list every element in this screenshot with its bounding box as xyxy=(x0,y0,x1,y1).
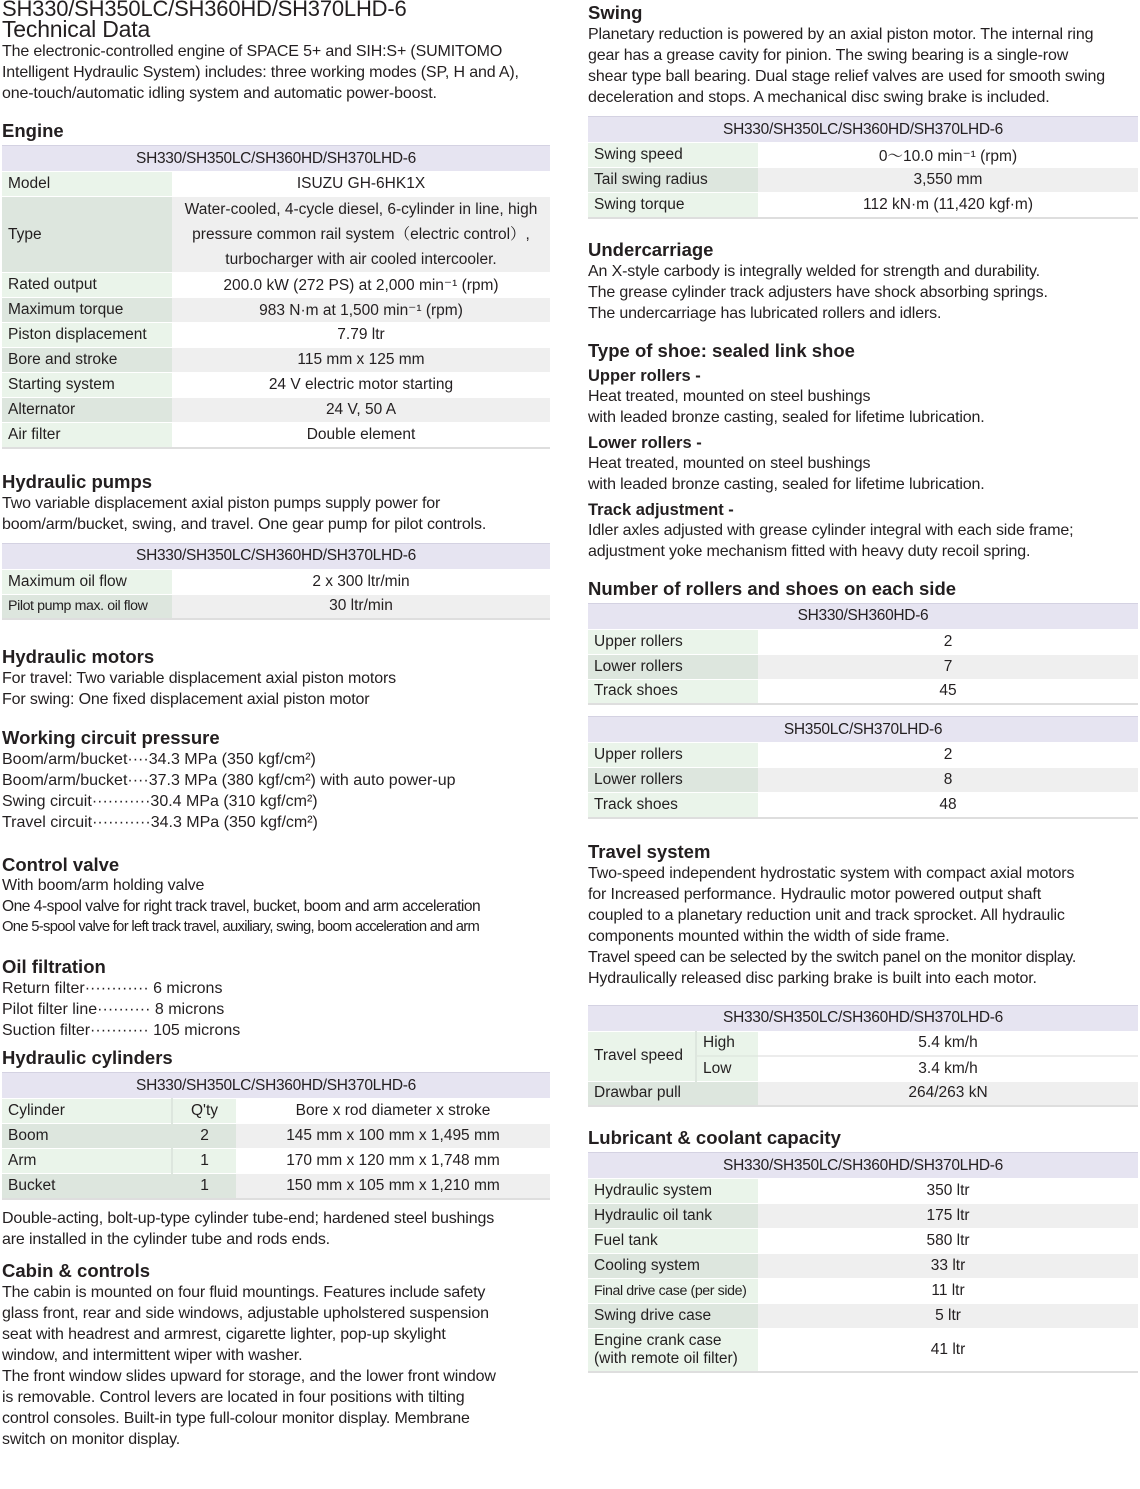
section-heading: Type of shoe: sealed link shoe xyxy=(588,339,855,361)
pressure-row xyxy=(2,791,550,812)
engine-section xyxy=(2,120,550,449)
table-row xyxy=(588,768,1138,793)
row-label: Rated output xyxy=(2,273,172,298)
section-heading: Hydraulic motors xyxy=(2,646,155,667)
title-models: SH330/SH350LC/SH360HD/SH370LHD-6 xyxy=(2,0,407,21)
row-label: Drawbar pull xyxy=(588,1081,758,1106)
table-row xyxy=(2,569,550,594)
sub-label: High xyxy=(696,1031,758,1056)
paragraph-line: The front window slides upward for storage, and the lower front window xyxy=(2,1367,496,1385)
paragraph-line: adjustment yoke mechanism fitted with heavy duty recoil spring. xyxy=(588,542,1031,560)
row-label: Bore and stroke xyxy=(2,348,172,373)
row-value: 200.0 kW (272 PS) at 2,000 min⁻¹ (rpm) xyxy=(172,273,550,298)
row-value: 3.4 km/h xyxy=(758,1056,1138,1081)
row-value: 0〜10.0 min⁻¹ (rpm) xyxy=(758,143,1138,168)
row-value: 2 xyxy=(758,629,1138,654)
row-value: 175 ltr xyxy=(758,1204,1138,1229)
row-value: 8 xyxy=(758,768,1138,793)
table-row xyxy=(2,1124,550,1149)
value-line: Water-cooled, 4-cycle diesel, 6-cylinder in line, high xyxy=(184,201,538,218)
rollers-table-sh330 xyxy=(588,603,1138,706)
filter-row xyxy=(2,1020,550,1041)
table-row xyxy=(588,1279,1138,1304)
lubricant-table xyxy=(588,1152,1138,1373)
cylinder-name: Arm xyxy=(2,1149,172,1174)
hydraulic-pumps-table xyxy=(2,543,550,621)
table-row xyxy=(2,398,550,423)
row-value: 2 x 300 ltr/min xyxy=(172,569,550,594)
row-label: Track shoes xyxy=(588,793,758,818)
row-value: 45 xyxy=(758,679,1138,704)
paragraph-line: For travel: Two variable displacement axial piston motors xyxy=(2,670,396,687)
section-heading: Control valve xyxy=(2,854,120,875)
table-row xyxy=(2,423,550,448)
cabin-controls-section xyxy=(2,1260,550,1450)
paragraph-line: boom/arm/bucket, swing, and travel. One gear pump for pilot controls. xyxy=(2,515,487,533)
rollers-table-sh350lc xyxy=(588,716,1138,819)
subheading: Lower rollers - xyxy=(588,433,702,452)
label-line: Engine crank case xyxy=(594,1332,722,1349)
lubricant-section xyxy=(588,1127,1138,1373)
undercarriage-section xyxy=(588,239,1138,324)
dot-leader: ···· xyxy=(127,772,149,789)
section-heading: Undercarriage xyxy=(588,238,714,260)
dot-leader: ··········· xyxy=(91,793,151,810)
pressure-row xyxy=(2,749,550,770)
paragraph-line: One 5-spool valve for left track travel, auxiliary, swing, boom acceleration and arm xyxy=(2,919,480,935)
table-header: SH330/SH350LC/SH360HD/SH370LHD-6 xyxy=(2,146,550,172)
rollers-section xyxy=(588,578,1138,819)
table-row xyxy=(2,348,550,373)
dot-leader: ···· xyxy=(127,751,149,768)
paragraph-line: With boom/arm holding valve xyxy=(2,877,205,894)
paragraph-line: Heat treated, mounted on steel bushings xyxy=(588,387,871,405)
hydraulic-pumps-section xyxy=(2,471,550,621)
row-value: 580 ltr xyxy=(758,1229,1138,1254)
table-header: SH330/SH350LC/SH360HD/SH370LHD-6 xyxy=(2,1073,550,1099)
row-label: Lower rollers xyxy=(588,768,758,793)
table-row xyxy=(588,743,1138,768)
cylinder-name: Boom xyxy=(2,1124,172,1149)
table-row xyxy=(588,1031,1138,1056)
row-label: Track shoes xyxy=(588,679,758,704)
table-header: SH330/SH350LC/SH360HD/SH370LHD-6 xyxy=(588,117,1138,143)
row-label: Tail swing radius xyxy=(588,168,758,193)
table-row xyxy=(588,143,1138,168)
table-row xyxy=(588,1254,1138,1279)
row-label: Maximum oil flow xyxy=(2,569,172,594)
pressure-row xyxy=(2,770,550,791)
row-value: 48 xyxy=(758,793,1138,818)
cylinder-note xyxy=(2,1208,550,1250)
row-label: Alternator xyxy=(2,398,172,423)
column-header: Q'ty xyxy=(172,1099,236,1124)
column-header: Cylinder xyxy=(2,1099,172,1124)
table-header: SH330/SH350LC/SH360HD/SH370LHD-6 xyxy=(588,1005,1138,1031)
row-label: Maximum torque xyxy=(2,298,172,323)
row-label xyxy=(588,1329,758,1373)
table-row xyxy=(588,168,1138,193)
pressure-value: 37.3 MPa (380 kgf/cm²) with auto power-up xyxy=(148,772,456,789)
paragraph-line: Planetary reduction is powered by an axial piston motor. The internal ring xyxy=(588,26,1094,43)
table-row xyxy=(588,679,1138,704)
filter-label: Suction filter xyxy=(2,1022,91,1039)
table-header: SH350LC/SH370LHD-6 xyxy=(588,717,1138,743)
filter-row xyxy=(2,978,550,999)
paragraph-line: switch on monitor display. xyxy=(2,1430,181,1448)
intro-line: one-touch/automatic idling system and automatic power-boost. xyxy=(2,85,437,102)
row-value: ISUZU GH-6HK1X xyxy=(172,172,550,197)
row-label: Pilot pump max. oil flow xyxy=(2,594,172,619)
table-row xyxy=(588,1329,1138,1373)
row-value: 115 mm x 125 mm xyxy=(172,348,550,373)
row-label: Lower rollers xyxy=(588,654,758,679)
right-column xyxy=(588,0,1138,1373)
table-row xyxy=(2,298,550,323)
table-row xyxy=(588,793,1138,818)
cylinder-dims: 150 mm x 105 mm x 1,210 mm xyxy=(236,1174,550,1199)
hydraulic-motors-section xyxy=(2,646,550,710)
filter-value: 105 microns xyxy=(148,1022,241,1039)
pressure-label: Boom/arm/bucket xyxy=(2,751,128,768)
row-value: 7 xyxy=(758,654,1138,679)
row-label: Fuel tank xyxy=(588,1229,758,1254)
cylinder-qty: 2 xyxy=(172,1124,236,1149)
paragraph-line: for Increased performance. Hydraulic motor powered output shaft xyxy=(588,885,1042,903)
paragraph-line: The grease cylinder track adjusters have shock absorbing springs. xyxy=(588,283,1048,301)
filter-label: Return filter xyxy=(2,980,85,997)
paragraph-line: components mounted within the width of side frame. xyxy=(588,927,950,945)
paragraph-line: shear type ball bearing. Dual stage relief valves are used for smooth swing xyxy=(588,68,1106,85)
row-value: 11 ltr xyxy=(758,1279,1138,1304)
swing-section xyxy=(588,0,1138,219)
cylinder-dims: 145 mm x 100 mm x 1,495 mm xyxy=(236,1124,550,1149)
value-line: pressure common rail system（electric control）, xyxy=(192,226,530,243)
column-header-row xyxy=(2,1099,550,1124)
row-value: 264/263 kN xyxy=(758,1081,1138,1106)
table-row xyxy=(2,172,550,197)
section-heading: Swing xyxy=(588,2,643,23)
table-row xyxy=(2,197,550,273)
row-value: Double element xyxy=(172,423,550,448)
row-value: 5.4 km/h xyxy=(758,1031,1138,1056)
section-heading: Oil filtration xyxy=(2,956,106,977)
row-label: Swing torque xyxy=(588,193,758,218)
travel-system-section xyxy=(588,841,1138,1108)
dot-leader: ·········· xyxy=(97,1001,151,1018)
paragraph-line: are installed in the cylinder tube and rods ends. xyxy=(2,1230,330,1248)
cylinder-qty: 1 xyxy=(172,1149,236,1174)
paragraph-line: Two variable displacement axial piston pumps supply power for xyxy=(2,494,441,512)
paragraph-line: with leaded bronze casting, sealed for lifetime lubrication. xyxy=(588,475,985,493)
shoe-section xyxy=(588,340,1138,562)
paragraph-line: is removable. Control levers are located in four positions with tilting xyxy=(2,1388,465,1406)
row-value: 33 ltr xyxy=(758,1254,1138,1279)
table-header: SH330/SH360HD-6 xyxy=(588,603,1138,629)
table-row xyxy=(2,273,550,298)
row-value: 3,550 mm xyxy=(758,168,1138,193)
intro-paragraph xyxy=(2,41,550,104)
table-row xyxy=(2,323,550,348)
paragraph-line: Hydraulically released disc parking brake is built into each motor. xyxy=(588,969,1037,987)
row-value: 112 kN·m (11,420 kgf·m) xyxy=(758,193,1138,218)
hydraulic-cylinders-section xyxy=(2,1047,550,1250)
row-label: Type xyxy=(2,197,172,273)
section-heading: Engine xyxy=(2,120,64,141)
section-heading: Lubricant & coolant capacity xyxy=(588,1127,841,1148)
label-line: (with remote oil filter) xyxy=(594,1350,738,1367)
section-heading: Hydraulic pumps xyxy=(2,470,153,492)
row-label: Hydraulic system xyxy=(588,1179,758,1204)
table-row xyxy=(2,1174,550,1199)
filter-label: Pilot filter line xyxy=(2,1001,98,1018)
column-header: Bore x rod diameter x stroke xyxy=(236,1099,550,1124)
table-header: SH330/SH350LC/SH360HD/SH370LHD-6 xyxy=(588,1153,1138,1179)
pressure-value: 34.3 MPa (350 kgf/cm²) xyxy=(150,814,318,831)
table-header: SH330/SH350LC/SH360HD/SH370LHD-6 xyxy=(2,543,550,569)
paragraph-line: control consoles. Built-in type full-colour monitor display. Membrane xyxy=(2,1409,470,1427)
row-label: Upper rollers xyxy=(588,743,758,768)
control-valve-section xyxy=(2,855,550,938)
row-value: 7.79 ltr xyxy=(172,323,550,348)
row-value: 30 ltr/min xyxy=(172,594,550,619)
row-label: Travel speed xyxy=(588,1031,696,1081)
paragraph-line: with leaded bronze casting, sealed for lifetime lubrication. xyxy=(588,408,985,426)
pressure-label: Travel circuit xyxy=(2,814,93,831)
dot-leader: ··········· xyxy=(92,814,151,831)
paragraph-line: The undercarriage has lubricated rollers and idlers. xyxy=(588,304,942,322)
row-label: Swing speed xyxy=(588,143,758,168)
paragraph-line: For swing: One fixed displacement axial piston motor xyxy=(2,691,370,708)
row-value: 2 xyxy=(758,743,1138,768)
travel-system-table xyxy=(588,1005,1138,1108)
row-value: 350 ltr xyxy=(758,1179,1138,1204)
table-row xyxy=(588,1229,1138,1254)
row-label: Cooling system xyxy=(588,1254,758,1279)
paragraph-line: window, and intermittent wiper with washer. xyxy=(2,1346,303,1364)
row-label: Upper rollers xyxy=(588,629,758,654)
dot-leader: ············ xyxy=(84,980,149,997)
row-label: Air filter xyxy=(2,423,172,448)
paragraph-line: The cabin is mounted on four fluid mountings. Features include safety xyxy=(2,1283,486,1301)
section-heading: Hydraulic cylinders xyxy=(2,1047,173,1068)
row-value: 24 V electric motor starting xyxy=(172,373,550,398)
cylinder-dims: 170 mm x 120 mm x 1,748 mm xyxy=(236,1149,550,1174)
filter-value: 6 microns xyxy=(148,980,223,997)
row-label: Piston displacement xyxy=(2,323,172,348)
table-row xyxy=(588,654,1138,679)
table-row xyxy=(588,629,1138,654)
paragraph-line: Double-acting, bolt-up-type cylinder tube-end; hardened steel bushings xyxy=(2,1209,495,1227)
document-title xyxy=(2,0,550,40)
row-label: Model xyxy=(2,172,172,197)
table-row xyxy=(588,1081,1138,1106)
table-row xyxy=(2,1149,550,1174)
section-heading: Cabin & controls xyxy=(2,1259,151,1281)
row-label: Starting system xyxy=(2,373,172,398)
dot-leader: ··········· xyxy=(90,1022,149,1039)
table-row xyxy=(588,193,1138,218)
filter-row xyxy=(2,999,550,1020)
paragraph-line: Two-speed independent hydrostatic system with compact axial motors xyxy=(588,864,1075,882)
paragraph-line: gear has a grease cavity for pinion. The swing bearing is a single-row xyxy=(588,47,1069,64)
pressure-label: Boom/arm/bucket xyxy=(2,772,128,789)
table-row xyxy=(588,1204,1138,1229)
cylinder-qty: 1 xyxy=(172,1174,236,1199)
section-heading: Number of rollers and shoes on each side xyxy=(588,577,957,599)
value-line: turbocharger with air cooled intercooler. xyxy=(225,251,497,268)
pressure-value: 34.3 MPa (350 kgf/cm²) xyxy=(148,751,316,768)
engine-table xyxy=(2,145,550,449)
row-value xyxy=(172,197,550,273)
swing-table xyxy=(588,116,1138,219)
paragraph-line: deceleration and stops. A mechanical disc swing brake is included. xyxy=(588,89,1050,106)
row-value: 5 ltr xyxy=(758,1304,1138,1329)
title-technical-data: Technical Data xyxy=(2,16,151,42)
hydraulic-cylinders-table xyxy=(2,1072,550,1200)
row-value: 983 N·m at 1,500 min⁻¹ (rpm) xyxy=(172,298,550,323)
row-label: Hydraulic oil tank xyxy=(588,1204,758,1229)
table-row xyxy=(2,373,550,398)
cylinder-name: Bucket xyxy=(2,1174,172,1199)
intro-line: Intelligent Hydraulic System) includes: three working modes (SP, H and A), xyxy=(2,64,519,81)
row-value: 24 V, 50 A xyxy=(172,398,550,423)
paragraph-line: Idler axles adjusted with grease cylinder integral with each side frame; xyxy=(588,521,1074,539)
row-label: Final drive case (per side) xyxy=(588,1279,758,1304)
section-heading: Travel system xyxy=(588,840,711,862)
row-value: 41 ltr xyxy=(758,1329,1138,1373)
intro-line: The electronic-controlled engine of SPACE 5+ and SIH:S+ (SUMITOMO xyxy=(2,43,503,60)
oil-filtration-section xyxy=(2,956,550,1041)
pressure-row xyxy=(2,812,550,833)
pressure-label: Swing circuit xyxy=(2,793,92,810)
paragraph-line: Travel speed can be selected by the switch panel on the monitor display. xyxy=(588,948,1076,966)
paragraph-line: Heat treated, mounted on steel bushings xyxy=(588,454,871,472)
left-column xyxy=(2,0,550,1450)
pressure-value: 30.4 MPa (310 kgf/cm²) xyxy=(150,793,318,810)
paragraph-line: coupled to a planetary reduction unit and track sprocket. All hydraulic xyxy=(588,906,1065,924)
paragraph-line: seat with headrest and armrest, cigarette lighter, pop-up skylight xyxy=(2,1325,446,1343)
table-row xyxy=(588,1304,1138,1329)
section-heading: Working circuit pressure xyxy=(2,727,220,748)
working-circuit-pressure-section xyxy=(2,727,550,833)
paragraph-line: An X-style carbody is integrally welded for strength and durability. xyxy=(588,262,1040,280)
filter-value: 8 microns xyxy=(150,1001,225,1018)
paragraph-line: One 4-spool valve for right track travel, bucket, boom and arm acceleration xyxy=(2,898,481,915)
sub-label: Low xyxy=(696,1056,758,1081)
table-row xyxy=(2,594,550,619)
subheading: Upper rollers - xyxy=(588,366,701,385)
subheading: Track adjustment - xyxy=(588,500,734,519)
paragraph-line: glass front, rear and side windows, adjustable upholstered suspension xyxy=(2,1304,489,1322)
row-label: Swing drive case xyxy=(588,1304,758,1329)
table-row xyxy=(588,1179,1138,1204)
